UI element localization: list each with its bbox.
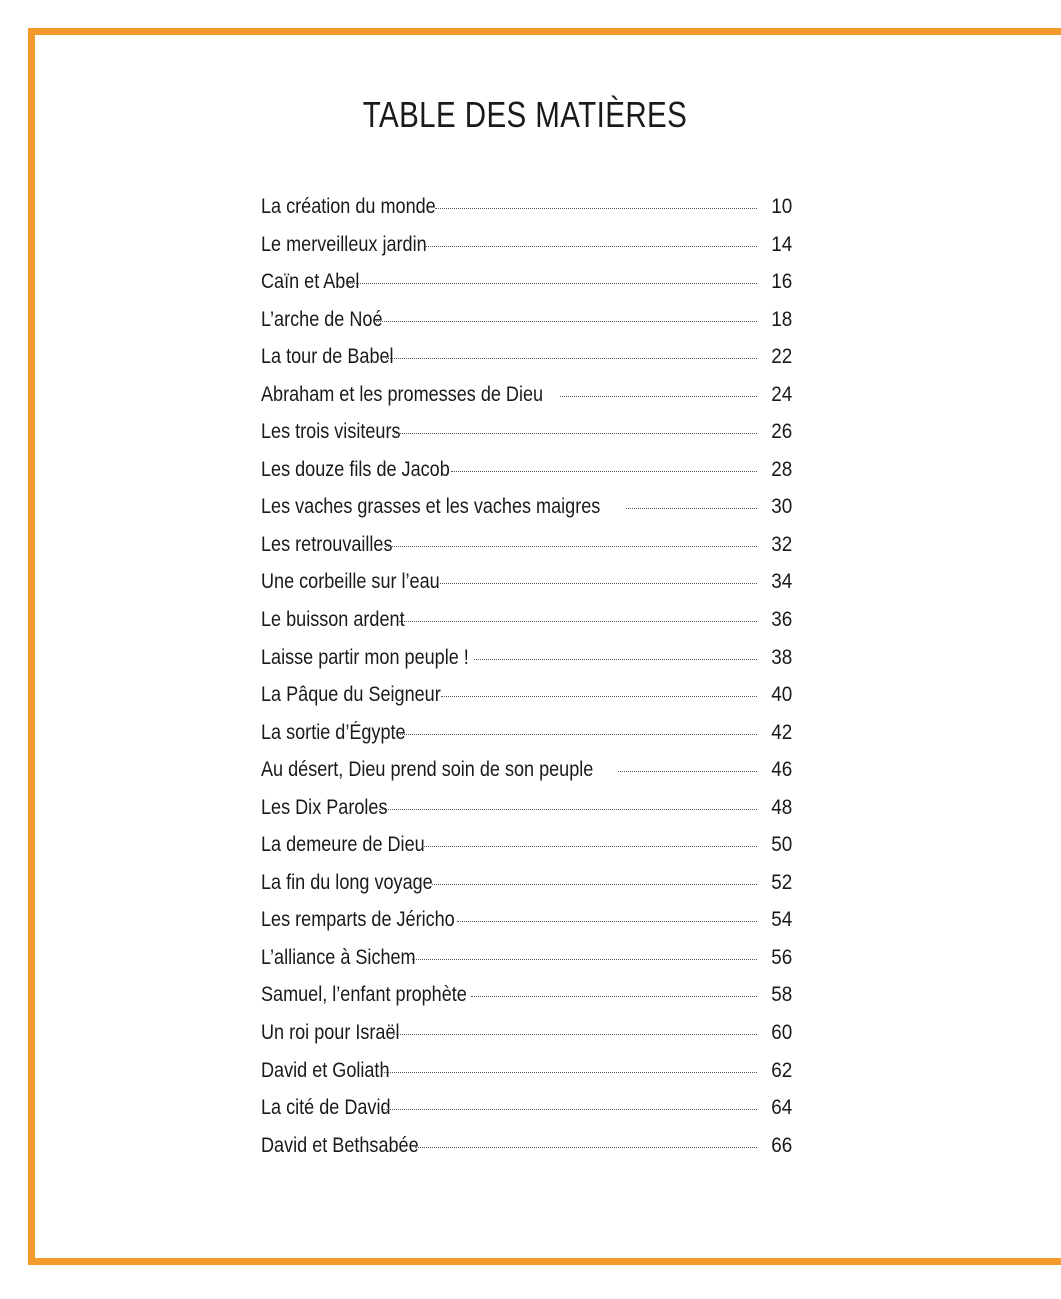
dot-leader	[400, 734, 757, 735]
toc-entry-title: Les trois visiteurs	[261, 420, 401, 444]
toc-entry	[261, 976, 791, 1014]
toc-entry-page-number: 30	[771, 495, 793, 519]
dot-leader	[457, 921, 757, 922]
toc-entry-title: La création du monde	[261, 195, 436, 218]
toc-entry-page-number: 40	[771, 683, 793, 707]
toc-entry	[261, 526, 791, 564]
toc-entry-page-number: 50	[771, 833, 793, 857]
toc-entry-title: Au désert, Dieu prend soin de son peuple	[261, 758, 594, 782]
dot-leader	[422, 846, 757, 847]
dot-leader	[399, 621, 757, 622]
toc-entry	[261, 376, 791, 414]
toc-entry-page-number: 54	[771, 908, 793, 932]
toc-entry-title: Samuel, l’enfant prophète	[261, 983, 467, 1007]
toc-entry-title: Les remparts de Jéricho	[261, 908, 455, 932]
toc-entry-page-number: 10	[771, 195, 793, 218]
toc-entry-page-number: 62	[771, 1058, 793, 1082]
toc-entry	[261, 1014, 791, 1052]
dot-leader	[425, 246, 758, 247]
toc-entry-title: La fin du long voyage	[261, 870, 433, 894]
toc-entry-title: Le buisson ardent	[261, 608, 405, 632]
toc-entry	[261, 714, 791, 752]
toc-entry-title: David et Goliath	[261, 1058, 390, 1082]
dot-leader	[435, 208, 757, 209]
dot-leader	[440, 583, 757, 584]
toc-entry-title: Les retrouvailles	[261, 532, 393, 556]
toc-entry-page-number: 48	[771, 795, 793, 819]
dot-leader	[560, 396, 757, 397]
toc-entry-page-number: 60	[771, 1021, 793, 1045]
toc-entry	[261, 188, 791, 226]
toc-entry-page-number: 64	[771, 1096, 793, 1120]
toc-entry-title: Caïn et Abel	[261, 270, 360, 294]
toc-entry	[261, 488, 791, 526]
dot-leader	[441, 696, 757, 697]
toc-entry-page-number: 26	[771, 420, 793, 444]
toc-entry-page-number: 36	[771, 608, 793, 632]
toc-entry-page-number: 14	[771, 232, 793, 256]
toc-entry	[261, 639, 791, 677]
toc-entry	[261, 1052, 791, 1090]
dot-leader	[379, 809, 757, 810]
toc-entry	[261, 451, 791, 489]
dot-leader	[373, 321, 757, 322]
toc-entry	[261, 338, 791, 376]
dot-leader	[432, 884, 757, 885]
toc-entry-page-number: 28	[771, 457, 793, 481]
toc-entry-title: Abraham et les promesses de Dieu	[261, 382, 544, 406]
dot-leader	[412, 959, 757, 960]
dot-leader	[626, 508, 757, 509]
toc-entry	[261, 789, 791, 827]
toc-entry-title: La tour de Babel	[261, 345, 394, 369]
dot-leader	[381, 1072, 757, 1073]
toc-entry	[261, 1089, 791, 1127]
toc-entry-page-number: 58	[771, 983, 793, 1007]
toc-entry-page-number: 16	[771, 270, 793, 294]
toc-entry-page-number: 34	[771, 570, 793, 594]
toc-entry	[261, 413, 791, 451]
dot-leader	[385, 546, 757, 547]
toc-entry-title: Les Dix Paroles	[261, 795, 388, 819]
toc-entry-page-number: 66	[771, 1133, 793, 1157]
toc-entry-page-number: 24	[771, 382, 793, 406]
toc-entry	[261, 301, 791, 339]
toc-entry-page-number: 52	[771, 870, 793, 894]
toc-entry-title: Un roi pour Israël	[261, 1021, 400, 1045]
dot-leader	[474, 659, 757, 660]
dot-leader	[394, 433, 757, 434]
toc-entry-page-number: 42	[771, 720, 793, 744]
toc-entry-title: La Pâque du Seigneur	[261, 683, 441, 707]
toc-entry	[261, 901, 791, 939]
toc-entry-title: La demeure de Dieu	[261, 833, 425, 857]
dot-leader	[346, 283, 757, 284]
toc-entry-title: Une corbeille sur l’eau	[261, 570, 440, 594]
dot-leader	[383, 1109, 758, 1110]
dot-leader	[451, 471, 757, 472]
toc-entry	[261, 563, 791, 601]
dot-leader	[386, 358, 757, 359]
dot-leader	[393, 1034, 757, 1035]
toc-entry	[261, 226, 791, 264]
dot-leader	[415, 1147, 757, 1148]
toc-entry	[261, 601, 791, 639]
toc-entry-title: Le merveilleux jardin	[261, 232, 427, 256]
toc-entry	[261, 676, 791, 714]
toc-entry	[261, 263, 791, 301]
toc-entry-page-number: 38	[771, 645, 793, 669]
dot-leader	[618, 771, 757, 772]
toc-entry-title: La cité de David	[261, 1096, 391, 1120]
toc-entry	[261, 1127, 791, 1165]
dot-leader	[471, 996, 757, 997]
toc-entry-title: L’alliance à Sichem	[261, 945, 416, 969]
page-title: TABLE DES MATIÈRES	[362, 94, 688, 136]
toc-entry-page-number: 22	[771, 345, 793, 369]
toc-entry-title: David et Bethsabée	[261, 1133, 419, 1157]
toc-entry-title: L’arche de Noé	[261, 307, 383, 331]
toc-entry	[261, 864, 791, 902]
toc-entry-page-number: 32	[771, 532, 793, 556]
toc-entry-page-number: 46	[771, 758, 793, 782]
toc-entry-title: La sortie d’Égypte	[261, 720, 406, 744]
toc-entry	[261, 751, 791, 789]
toc-entry-title: Laisse partir mon peuple !	[261, 645, 469, 669]
table-of-contents	[261, 188, 791, 1164]
toc-entry	[261, 939, 791, 977]
toc-entry-page-number: 18	[771, 307, 793, 331]
toc-entry-page-number: 56	[771, 945, 793, 969]
toc-entry-title: Les douze fils de Jacob	[261, 457, 450, 481]
toc-entry-title: Les vaches grasses et les vaches maigres	[261, 495, 601, 519]
toc-entry	[261, 826, 791, 864]
